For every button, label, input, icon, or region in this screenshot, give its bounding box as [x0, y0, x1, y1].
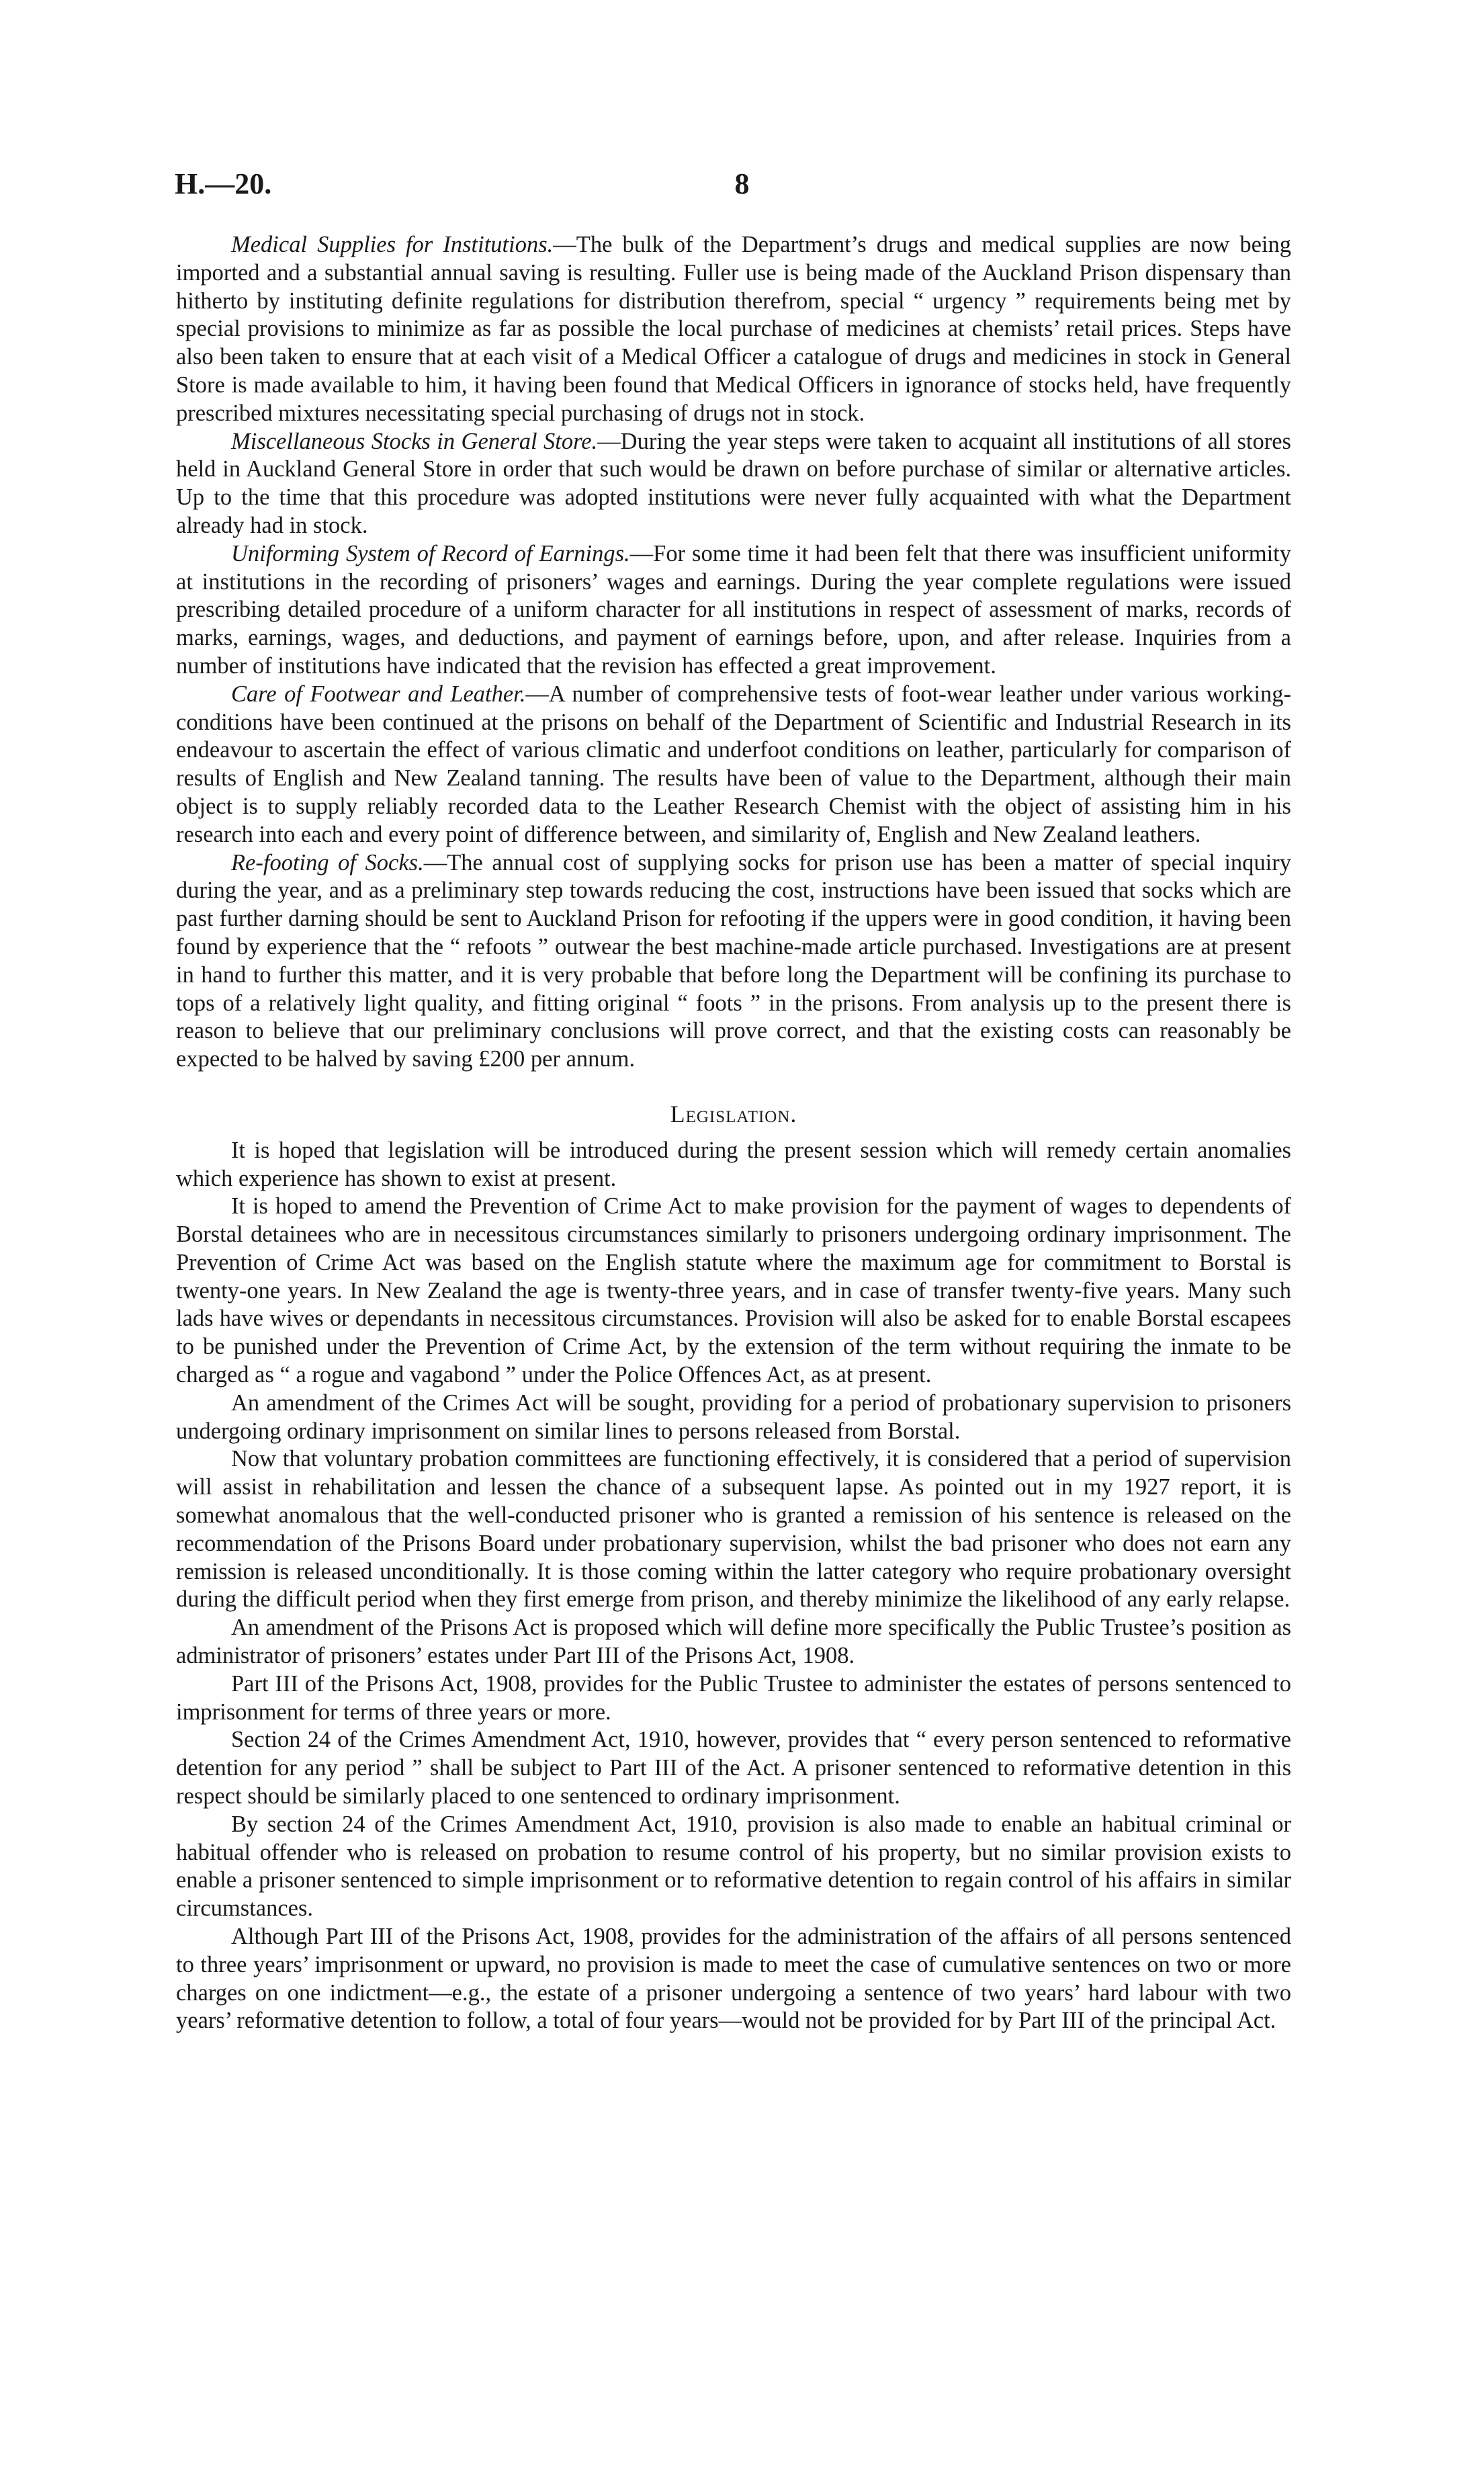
page-number: 8	[734, 167, 750, 200]
page-body	[176, 231, 1291, 2035]
paragraph-text: —A number of comprehensive tests of foot-wear leather under various working-conditions have been continued at the prisons on behalf of the Department of Scientific and Industrial Research in its endeavour to ascertain the effect of various climatic and underfoot conditions on leather, particularly for comparison of results of English and New Zealand tanning. The results have been of value to the Department, although their main object is to supply reliably recorded data to the Leather Research Chemist with the object of assisting him in his research into each and every point of difference between, and similarity of, English and New Zealand leathers.	[176, 681, 1292, 847]
paragraph-heading: Re-footing of Socks.	[231, 849, 424, 876]
legislation-paragraph: Although Part III of the Prisons Act, 1908, provides for the administration of the affairs of all persons sentenced to three years’ imprisonment or upward, no provision is made to meet the case of cumulative sentences on two or more charges on one indictment—e.g., the estate of a prisoner undergoing a sentence of two years’ hard labour with two years’ reformative detention to follow, a total of four years—would not be provided for by Part III of the principal Act.	[176, 1924, 1291, 2034]
paragraph-heading: Care of Footwear and Leather.	[231, 681, 526, 707]
paragraph-heading: Medical Supplies for Institutions.	[231, 232, 554, 257]
paragraph-heading: Uniforming System of Record of Earnings.	[231, 540, 630, 566]
document-reference: H.—20.	[175, 167, 272, 200]
paragraph-text: —For some time it had been felt that there was insufficient uniformity at institutions in the recording of prisoners’ wages and earnings. During the year complete regulations were issued prescribing detailed procedure of a uniform character for all institutions in respect of assessment of marks, records of marks, earnings, wages, and deductions, and payment of earnings before, upon, and after release. Inquiries from a number of institutions have indicated that the revision has effected a great improvement.	[176, 540, 1291, 679]
page-header	[175, 167, 1309, 207]
paragraph-text: —The bulk of the Department’s drugs and medical supplies are now being imported and a substantial annual saving is resulting. Fuller use is being made of the Auckland Prison dispensary than hitherto by instituting definite regulations for distribution therefrom, special “ urgency ” requirements being met by special provisions to minimize as far as possible the local purchase of medicines at chemists’ retail prices. Steps have also been taken to ensure that at each visit of a Medical Officer a catalogue of drugs and medicines in stock in General Store is made available to him, it having been found that Medical Officers in ignorance of stocks held, have frequently prescribed mixtures necessitating special purchasing of drugs not in stock.	[176, 232, 1291, 426]
legislation-paragraph: An amendment of the Crimes Act will be sought, providing for a period of probationary supervision to prisoners undergoing ordinary imprisonment on similar lines to persons released from Borstal.	[176, 1390, 1291, 1444]
legislation-paragraph: It is hoped to amend the Prevention of Crime Act to make provision for the payment of wages to dependents of Borstal detainees who are in necessitous circumstances similarly to prisoners undergoing ordinary imprisonment. The Prevention of Crime Act was based on the English statute where the maximum age for commitment to Borstal is twenty-one years. In New Zealand the age is twenty-three years, and in case of transfer twenty-five years. Many such lads have wives or dependants in necessitous circumstances. Provision will also be asked for to enable Borstal escapees to be punished under the Prevention of Crime Act, by the extension of the term without requiring the inmate to be charged as “ a rogue and vagabond ” under the Police Offences Act, as at present.	[176, 1193, 1291, 1388]
section-heading-legislation: Legislation.	[670, 1100, 797, 1127]
legislation-paragraph: It is hoped that legislation will be introduced during the present session which will remedy certain anomalies which experience has shown to exist at present.	[176, 1137, 1291, 1191]
paragraph-heading: Miscellaneous Stocks in General Store.	[231, 428, 598, 454]
legislation-paragraph: Now that voluntary probation committees are functioning effectively, it is considered that a period of supervision will assist in rehabilitation and lessen the chance of a subsequent lapse. As pointed out in my 1927 report, it is somewhat anomalous that the well-conducted prisoner who is granted a remission of his sentence is released on the recommendation of the Prisons Board under probationary supervision, whilst the bad prisoner who does not earn any remission is released unconditionally. It is those coming within the latter category who require probationary oversight during the difficult period when they first emerge from prison, and thereby minimize the likelihood of any early relapse.	[176, 1446, 1291, 1613]
paragraph-text: —During the year steps were taken to acquaint all institutions of all stores held in Auckland General Store in order that such would be drawn on before purchase of similar or alternative articles. Up to the time that this procedure was adopted institutions were never fully acquainted with what the Department already had in stock.	[176, 428, 1291, 538]
legislation-paragraph: Part III of the Prisons Act, 1908, provides for the Public Trustee to administer the estates of persons sentenced to imprisonment for terms of three years or more.	[176, 1670, 1291, 1725]
paragraph-uniforming-system	[176, 540, 1291, 681]
paragraph-text: —The annual cost of supplying socks for prison use has been a matter of special inquiry during the year, and as a preliminary step towards reducing the cost, instructions have been issued that socks which are past further darning should be sent to Auckland Prison for refooting if the uppers were in good condition, it having been found by experience that the “ refoots ” outwear the best machine-made article purchased. Investigations are at present in hand to further this matter, and it is very probable that before long the Department will be confining its purchase to tops of a relatively light quality, and fitting original “ foots ” in the prisons. From analysis up to the present there is reason to believe that our preliminary conclusions will prove correct, and that the existing costs can reasonably be expected to be halved by saving £200 per annum.	[176, 849, 1291, 1072]
legislation-paragraph: Section 24 of the Crimes Amendment Act, 1910, however, provides that “ every person sentenced to reformative detention for any period ” shall be subject to Part III of the Act. A prisoner sentenced to reformative detention in this respect should be similarly placed to one sentenced to ordinary imprisonment.	[176, 1727, 1291, 1809]
paragraph-medical-supplies	[176, 231, 1291, 428]
legislation-paragraph: By section 24 of the Crimes Amendment Act, 1910, provision is also made to enable an habitual criminal or habitual offender who is released on probation to resume control of his property, but no similar provision exists to enable a prisoner sentenced to simple imprisonment or to reformative detention to regain control of his affairs in similar circumstances.	[176, 1811, 1291, 1922]
legislation-paragraph: An amendment of the Prisons Act is proposed which will define more specifically the Public Trustee’s position as administrator of prisoners’ estates under Part III of the Prisons Act, 1908.	[176, 1615, 1291, 1669]
paragraph-re-footing-socks	[176, 849, 1291, 1074]
paragraph-care-of-footwear	[176, 681, 1291, 849]
paragraph-miscellaneous-stocks	[176, 428, 1291, 540]
